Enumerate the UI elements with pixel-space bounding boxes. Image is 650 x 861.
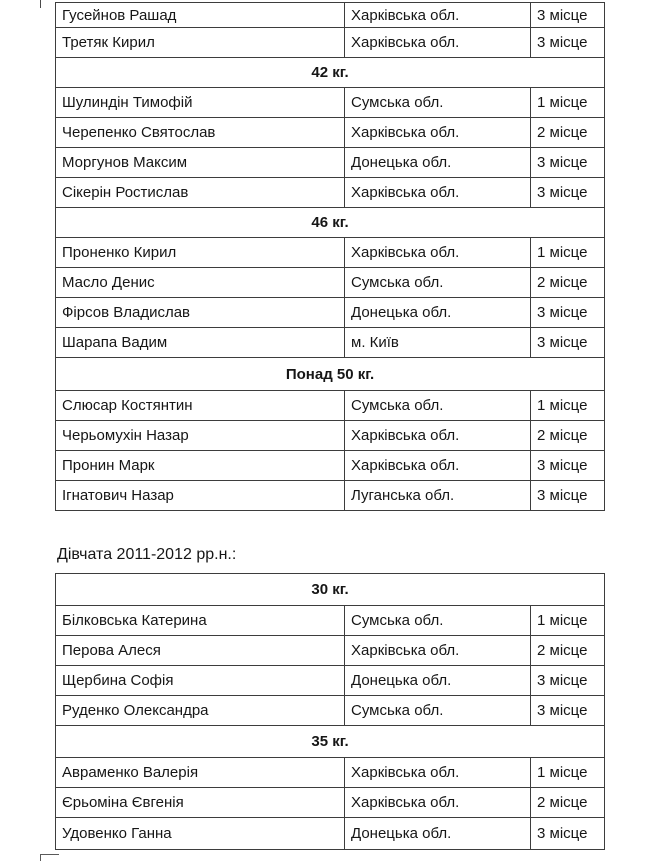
table-row bbox=[56, 178, 605, 208]
place-cell: 3 місце bbox=[531, 481, 605, 511]
table-row bbox=[56, 3, 605, 28]
place-cell: 1 місце bbox=[531, 606, 605, 636]
table-row bbox=[56, 818, 605, 850]
athlete-name-cell: Щербина Софія bbox=[56, 666, 345, 696]
region-cell: Сумська обл. bbox=[345, 606, 531, 636]
athlete-name-cell: Авраменко Валерія bbox=[56, 758, 345, 788]
athlete-name-cell: Проненко Кирил bbox=[56, 238, 345, 268]
region-cell: Сумська обл. bbox=[345, 88, 531, 118]
athlete-name-cell: Єрьоміна Євгенія bbox=[56, 788, 345, 818]
weight-category-header: 35 кг. bbox=[56, 726, 605, 758]
table-row bbox=[56, 666, 605, 696]
table-row bbox=[56, 451, 605, 481]
athlete-name-cell: Черьомухін Назар bbox=[56, 421, 345, 451]
athlete-name-cell: Гусейнов Рашад bbox=[56, 3, 345, 28]
region-cell: Харківська обл. bbox=[345, 758, 531, 788]
region-cell: Донецька обл. bbox=[345, 818, 531, 850]
weight-header-row bbox=[56, 208, 605, 238]
weight-category-header: 46 кг. bbox=[56, 208, 605, 238]
athlete-name-cell: Моргунов Максим bbox=[56, 148, 345, 178]
table-row bbox=[56, 758, 605, 788]
athlete-name-cell: Шарапа Вадим bbox=[56, 328, 345, 358]
place-cell: 3 місце bbox=[531, 696, 605, 726]
table-row bbox=[56, 118, 605, 148]
weight-header-row bbox=[56, 574, 605, 606]
cropped-border-artifact-top bbox=[40, 0, 41, 8]
athlete-name-cell: Масло Денис bbox=[56, 268, 345, 298]
region-cell: Харківська обл. bbox=[345, 118, 531, 148]
table-row bbox=[56, 328, 605, 358]
region-cell: Сумська обл. bbox=[345, 696, 531, 726]
region-cell: м. Київ bbox=[345, 328, 531, 358]
athlete-name-cell: Фірсов Владислав bbox=[56, 298, 345, 328]
table-row bbox=[56, 788, 605, 818]
table-row bbox=[56, 481, 605, 511]
table-row bbox=[56, 28, 605, 58]
table-row bbox=[56, 298, 605, 328]
table-row bbox=[56, 391, 605, 421]
athlete-name-cell: Сікерін Ростислав bbox=[56, 178, 345, 208]
region-cell: Харківська обл. bbox=[345, 238, 531, 268]
region-cell: Сумська обл. bbox=[345, 391, 531, 421]
table-row bbox=[56, 268, 605, 298]
athlete-name-cell: Черепенко Святослав bbox=[56, 118, 345, 148]
region-cell: Харківська обл. bbox=[345, 3, 531, 28]
weight-header-row bbox=[56, 58, 605, 88]
athlete-name-cell: Шулиндін Тимофій bbox=[56, 88, 345, 118]
place-cell: 2 місце bbox=[531, 268, 605, 298]
place-cell: 3 місце bbox=[531, 818, 605, 850]
place-cell: 3 місце bbox=[531, 3, 605, 28]
place-cell: 3 місце bbox=[531, 328, 605, 358]
weight-header-row bbox=[56, 358, 605, 391]
place-cell: 3 місце bbox=[531, 148, 605, 178]
athlete-name-cell: Пронин Марк bbox=[56, 451, 345, 481]
athlete-name-cell: Ігнатович Назар bbox=[56, 481, 345, 511]
place-cell: 1 місце bbox=[531, 391, 605, 421]
weight-category-header: 42 кг. bbox=[56, 58, 605, 88]
place-cell: 1 місце bbox=[531, 238, 605, 268]
region-cell: Харківська обл. bbox=[345, 178, 531, 208]
girls-section-title: Дівчата 2011-2012 рр.н.: bbox=[57, 546, 237, 563]
place-cell: 3 місце bbox=[531, 28, 605, 58]
place-cell: 2 місце bbox=[531, 636, 605, 666]
table-row bbox=[56, 238, 605, 268]
region-cell: Харківська обл. bbox=[345, 28, 531, 58]
place-cell: 1 місце bbox=[531, 88, 605, 118]
place-cell: 3 місце bbox=[531, 451, 605, 481]
athlete-name-cell: Перова Алеся bbox=[56, 636, 345, 666]
table-row bbox=[56, 148, 605, 178]
place-cell: 3 місце bbox=[531, 178, 605, 208]
region-cell: Харківська обл. bbox=[345, 788, 531, 818]
athlete-name-cell: Третяк Кирил bbox=[56, 28, 345, 58]
girls-results-table bbox=[55, 573, 605, 850]
place-cell: 3 місце bbox=[531, 298, 605, 328]
region-cell: Луганська обл. bbox=[345, 481, 531, 511]
region-cell: Донецька обл. bbox=[345, 298, 531, 328]
athlete-name-cell: Білковська Катерина bbox=[56, 606, 345, 636]
athlete-name-cell: Удовенко Ганна bbox=[56, 818, 345, 850]
place-cell: 1 місце bbox=[531, 758, 605, 788]
place-cell: 3 місце bbox=[531, 666, 605, 696]
region-cell: Донецька обл. bbox=[345, 666, 531, 696]
table-row bbox=[56, 636, 605, 666]
athlete-name-cell: Слюсар Костянтин bbox=[56, 391, 345, 421]
place-cell: 2 місце bbox=[531, 421, 605, 451]
region-cell: Харківська обл. bbox=[345, 636, 531, 666]
region-cell: Донецька обл. bbox=[345, 148, 531, 178]
weight-category-header: Понад 50 кг. bbox=[56, 358, 605, 391]
table-row bbox=[56, 606, 605, 636]
place-cell: 2 місце bbox=[531, 118, 605, 148]
region-cell: Харківська обл. bbox=[345, 421, 531, 451]
region-cell: Сумська обл. bbox=[345, 268, 531, 298]
table-row bbox=[56, 421, 605, 451]
cropped-next-table-corner bbox=[40, 854, 59, 861]
place-cell: 2 місце bbox=[531, 788, 605, 818]
weight-category-header: 30 кг. bbox=[56, 574, 605, 606]
weight-header-row bbox=[56, 726, 605, 758]
region-cell: Харківська обл. bbox=[345, 451, 531, 481]
table-row bbox=[56, 696, 605, 726]
table-row bbox=[56, 88, 605, 118]
athlete-name-cell: Руденко Олександра bbox=[56, 696, 345, 726]
boys-results-table bbox=[55, 2, 605, 511]
